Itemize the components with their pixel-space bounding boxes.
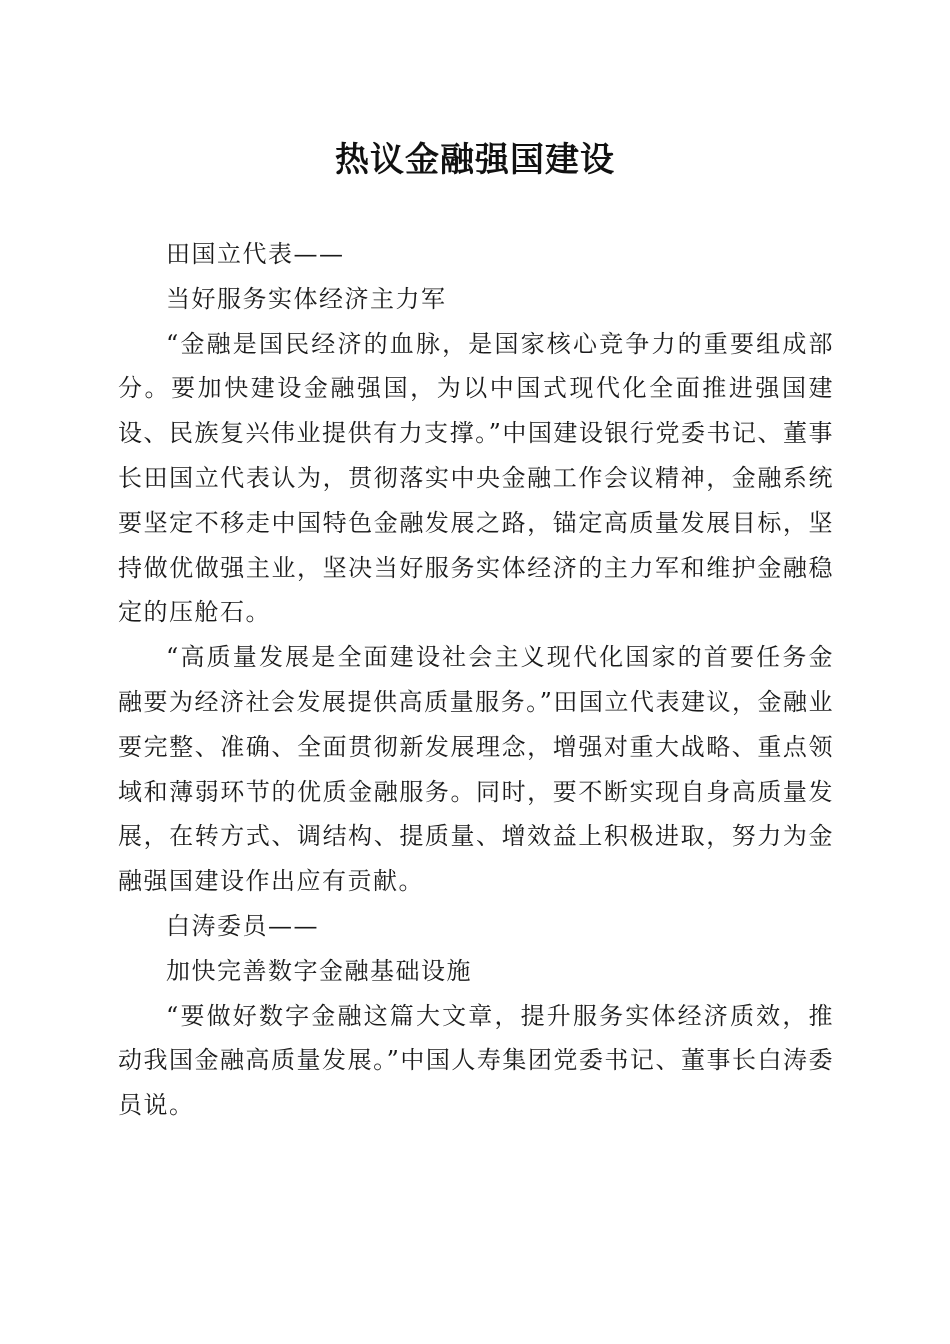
- subheading-bai: 加快完善数字金融基础设施: [166, 956, 472, 985]
- speaker-heading-tian: 田国立代表——: [166, 240, 345, 268]
- document-title: 热议金融强国建设: [335, 140, 615, 180]
- speaker-heading-bai: 白涛委员——: [166, 911, 319, 940]
- document-body: [118, 232, 834, 1128]
- body-paragraph: “高质量发展是全面建设社会主义现代化国家的首要任务金融要为经济社会发展提供高质量服务。”田国立代表建议，金融业要完整、准确、全面贯彻新发展理念，增强对重大战略、重点领域和薄弱环节的优质金融服务。同时，要不断实现自身高质量发展，在转方式、调结构、提质量、增效益上积极进取，努力为金融强国建设作出应有贡献。: [118, 643, 834, 896]
- body-paragraph: “金融是国民经济的血脉，是国家核心竞争力的重要组成部分。要加快建设金融强国，为以中国式现代化全面推进强国建设、民族复兴伟业提供有力支撑。”中国建设银行党委书记、董事长田国立代表认为，贯彻落实中央金融工作会议精神，金融系统要坚定不移走中国特色金融发展之路，锚定高质量发展目标，坚持做优做强主业，坚决当好服务实体经济的主力军和维护金融稳定的压舱石。: [118, 329, 834, 627]
- body-paragraph: “要做好数字金融这篇大文章，提升服务实体经济质效，推动我国金融高质量发展。”中国人寿集团党委书记、董事长白涛委员说。: [118, 1001, 834, 1120]
- subheading-tian: 当好服务实体经济主力军: [166, 284, 447, 313]
